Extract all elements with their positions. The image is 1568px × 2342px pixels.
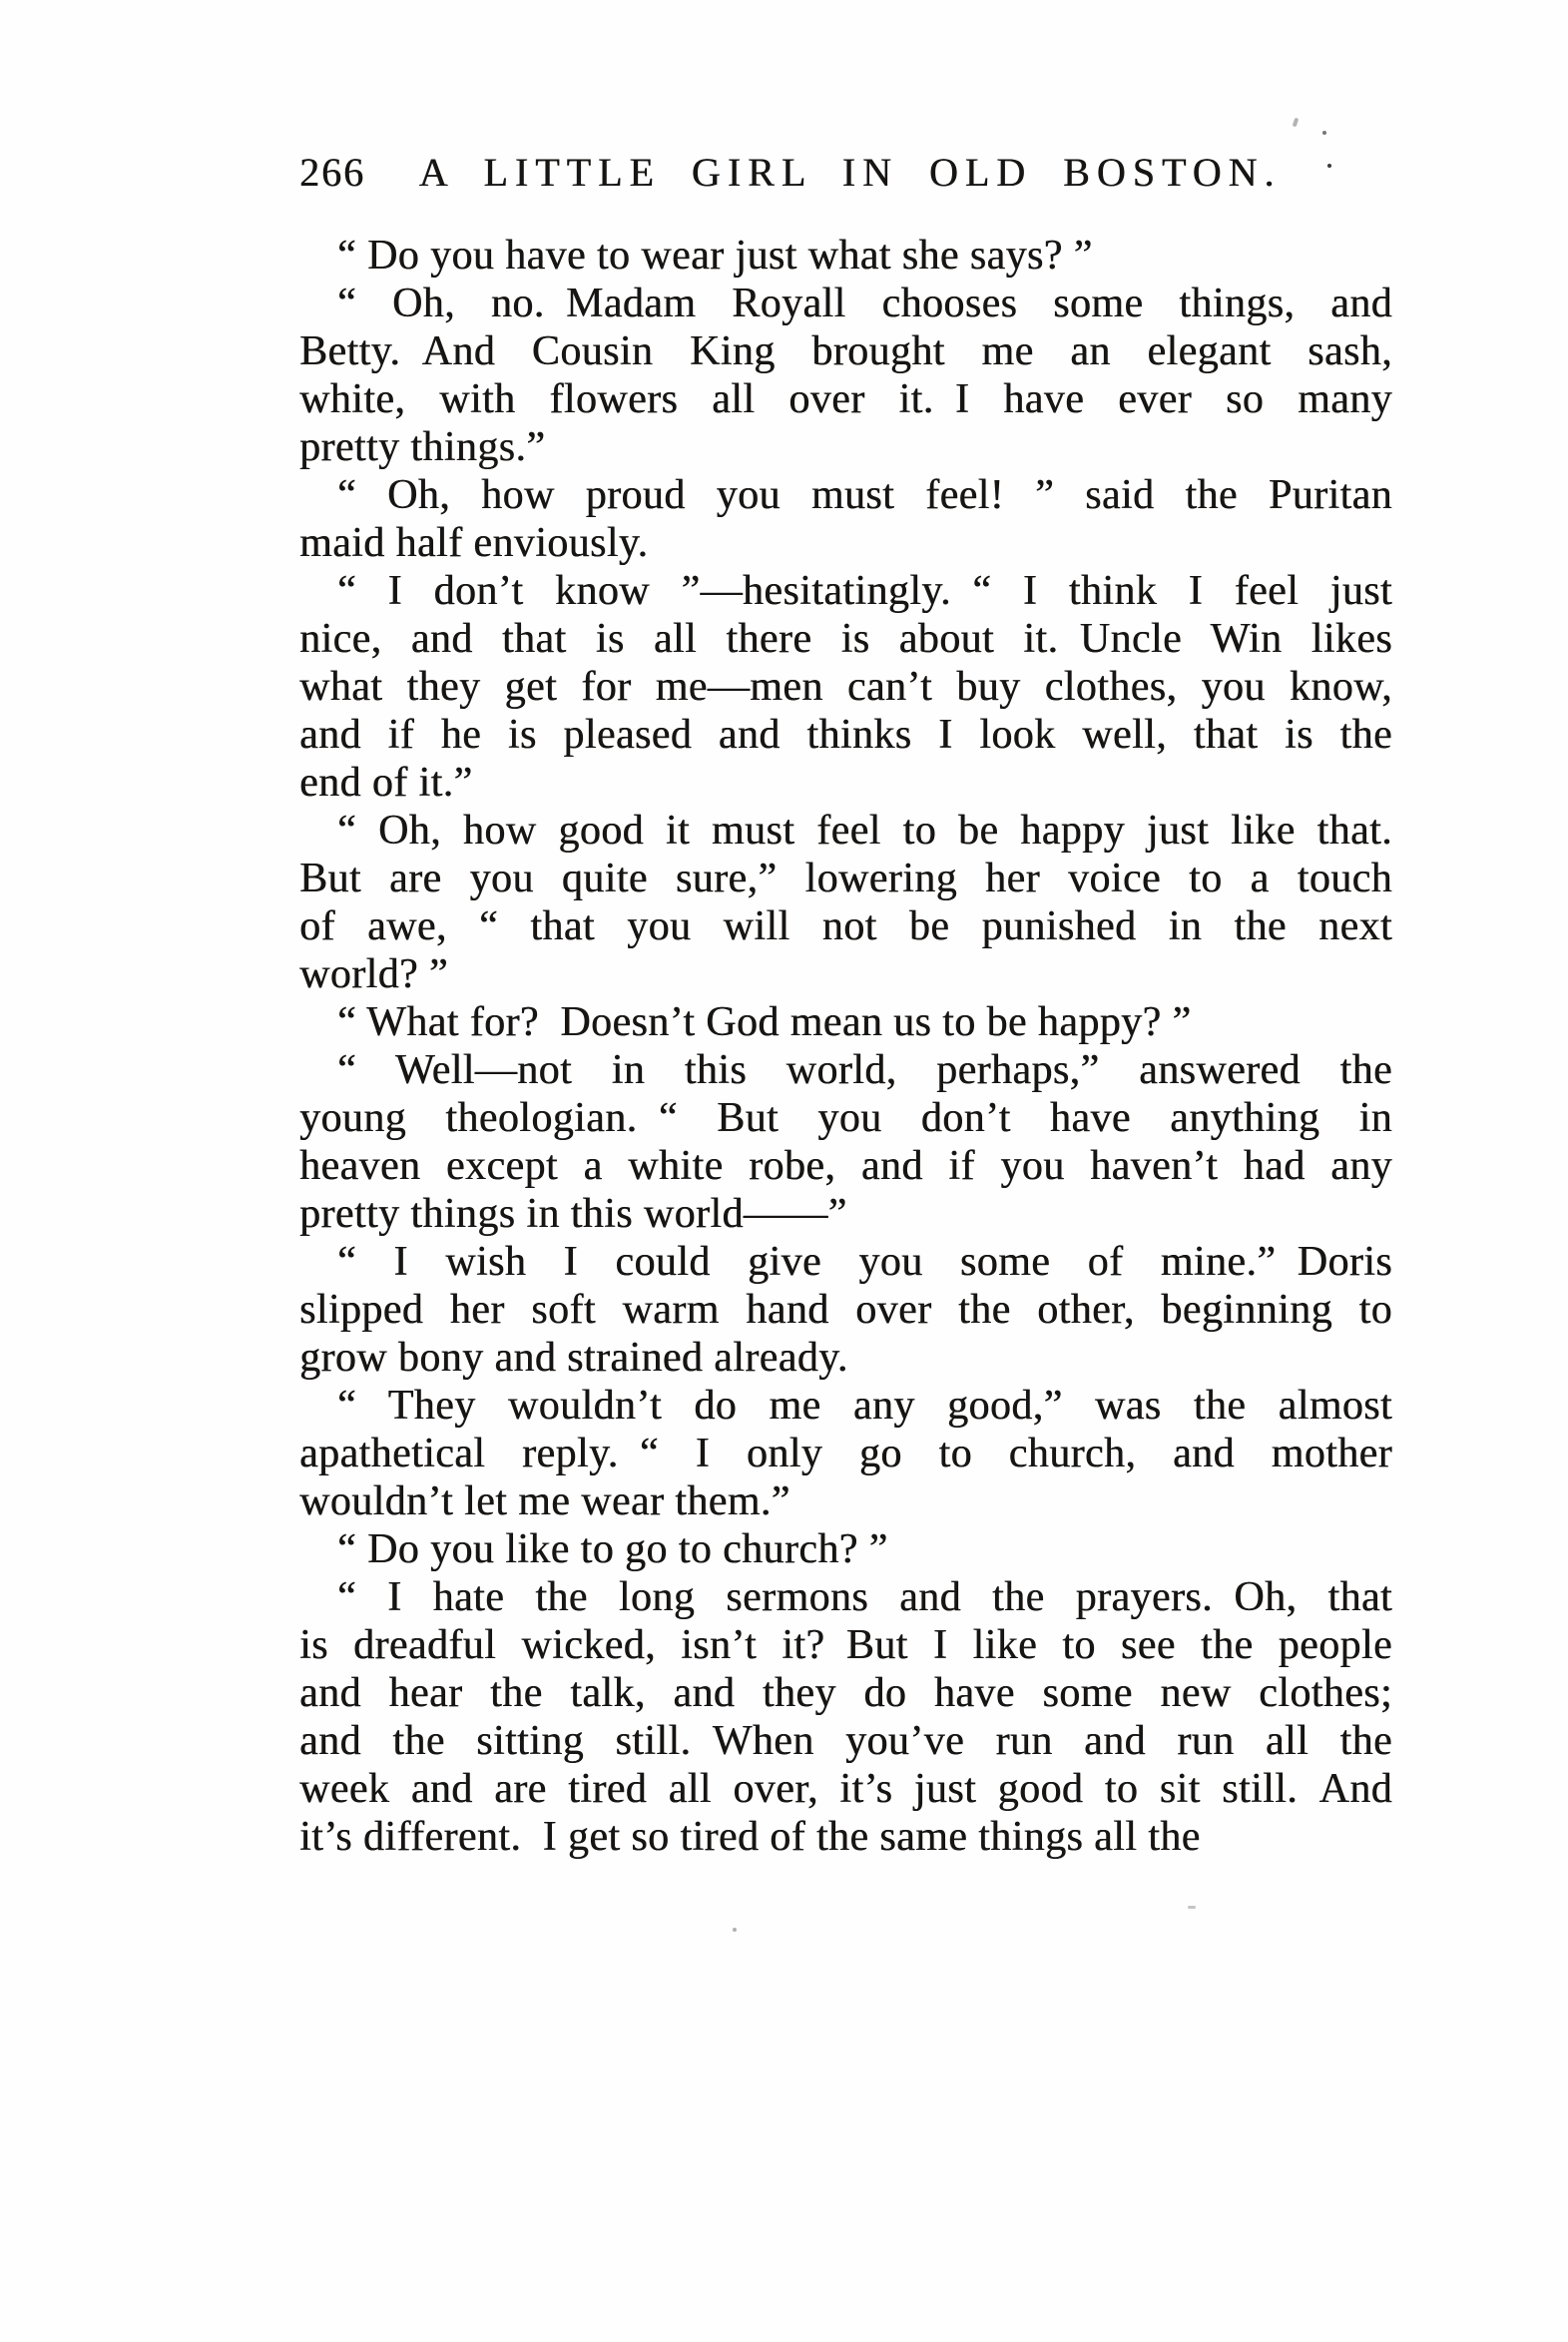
text-line: world? ” bbox=[299, 951, 448, 997]
scan-speck bbox=[1293, 118, 1300, 128]
text-line: “ Well—not in this world, perhaps,” answered the bbox=[337, 1047, 1392, 1093]
text-line: “ I hate the long sermons and the prayers. Oh, that bbox=[337, 1574, 1392, 1620]
text-line: white, with flowers all over it. I have ever so many bbox=[299, 376, 1392, 422]
text-line: and hear the talk, and they do have some new clothes; bbox=[299, 1670, 1392, 1716]
page-lines bbox=[299, 232, 1392, 1861]
text-line: slipped her soft warm hand over the other, beginning to bbox=[299, 1287, 1392, 1333]
text-line: pretty things in this world——” bbox=[299, 1191, 847, 1237]
text-line: “ What for? Doesn’t God mean us to be happy? ” bbox=[337, 999, 1192, 1045]
text-line: and the sitting still. When you’ve run and run all the bbox=[299, 1718, 1392, 1764]
text-line: Betty. And Cousin King brought me an elegant sash, bbox=[299, 328, 1392, 374]
scan-speck bbox=[1327, 164, 1331, 168]
text-line: “ Oh, no. Madam Royall chooses some things, and bbox=[337, 281, 1392, 326]
text-line: But are you quite sure,” lowering her voice to a touch bbox=[299, 856, 1392, 901]
text-line: “ I don’t know ”—hesitatingly. “ I think I feel just bbox=[337, 568, 1392, 614]
text-line: grow bony and strained already. bbox=[299, 1335, 848, 1381]
text-line: heaven except a white robe, and if you haven’t had any bbox=[299, 1143, 1392, 1189]
text-line: maid half enviously. bbox=[299, 520, 649, 566]
text-line: and if he is pleased and thinks I look well, that is the bbox=[299, 712, 1392, 758]
text-line: end of it.” bbox=[299, 760, 473, 806]
scan-speck bbox=[733, 1928, 737, 1932]
text-line: nice, and that is all there is about it. Uncle Win likes bbox=[299, 616, 1392, 662]
text-line: it’s different. I get so tired of the same things all the bbox=[299, 1814, 1201, 1860]
scan-speck bbox=[1322, 131, 1326, 135]
text-line: of awe, “ that you will not be punished in the next bbox=[299, 903, 1392, 949]
text-line: “ Do you have to wear just what she says? ” bbox=[337, 233, 1093, 279]
running-head bbox=[299, 148, 1392, 198]
text-line: “ Oh, how good it must feel to be happy just like that. bbox=[337, 808, 1392, 854]
text-line: wouldn’t let me wear them.” bbox=[299, 1478, 790, 1524]
text-line: “ Oh, how proud you must feel! ” said the Puritan bbox=[337, 472, 1392, 518]
scan-speck bbox=[1188, 1906, 1196, 1909]
text-line: week and are tired all over, it’s just good to sit still. And bbox=[299, 1766, 1392, 1812]
text-line: “ I wish I could give you some of mine.” Doris bbox=[337, 1239, 1392, 1285]
text-line: “ They wouldn’t do me any good,” was the almost bbox=[337, 1383, 1392, 1429]
text-line: is dreadful wicked, isn’t it? But I like to see the people bbox=[299, 1622, 1392, 1668]
text-line: “ Do you like to go to church? ” bbox=[337, 1526, 888, 1572]
running-head-title: A LITTLE GIRL IN OLD BOSTON. bbox=[418, 150, 1282, 195]
text-line: what they get for me—men can’t buy clothes, you know, bbox=[299, 664, 1392, 710]
page-number: 266 bbox=[299, 150, 365, 195]
text-line: pretty things.” bbox=[299, 424, 546, 470]
text-line: apathetical reply. “ I only go to church, and mother bbox=[299, 1431, 1392, 1476]
text-line: young theologian. “ But you don’t have anything in bbox=[299, 1095, 1392, 1141]
